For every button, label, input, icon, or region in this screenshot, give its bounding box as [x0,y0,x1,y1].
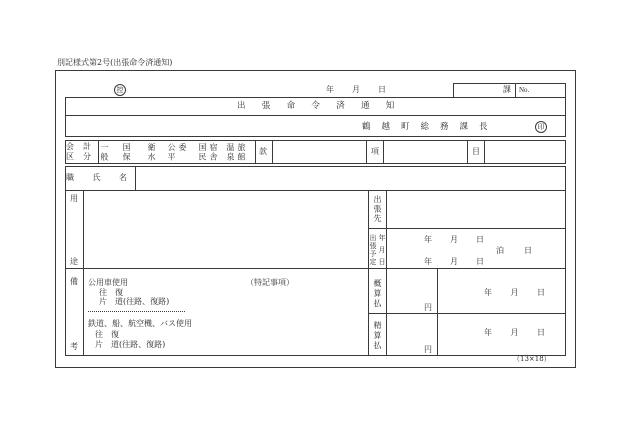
settlement-date: 年月日 [484,328,564,337]
nights-label: 泊 [496,246,504,255]
copy-stamp-mark: 控 [114,84,126,96]
moku-label: 目 [472,147,480,156]
official-car-label: 公用車使用 [88,278,128,287]
account-option: 国保 [122,143,131,162]
account-row [65,140,566,164]
section-number-divider [515,83,516,98]
form-size-note: （13×18） [513,355,551,363]
advance-payment-date: 年月日 [484,288,564,297]
settlement-yen: 円 [424,345,432,354]
header-date: 年月日 [326,85,404,94]
purpose-label-top: 用 [70,194,78,203]
destination-label: 出張先 [373,195,382,224]
account-option: 衛水 [147,143,156,162]
cell-divider [383,140,384,164]
cell-divider [467,140,468,164]
days-label: 日 [524,246,532,255]
row-divider [368,313,565,314]
kan-label: 款 [259,147,267,156]
form-caption: 別記様式第2号(出張命令済通知) [57,58,173,67]
cell-divider [484,140,485,164]
account-category-label: 会計区分 [66,142,100,161]
account-option: 公平委 [167,143,187,162]
special-notes-label: （特記事項） [246,278,294,287]
issuer-name: 鶴越町総務課長 [362,122,499,132]
cell-divider [368,190,369,355]
cell-divider [255,140,256,164]
page-title: 出張命令済通知 [237,101,411,111]
cell-divider [386,190,387,355]
public-transport-label: 鉄道、船、航空機、バス使用 [88,319,192,328]
schedule-date-label: 年月日 [378,234,386,270]
public-transport-round-trip: 往 復 [95,330,119,339]
cell-divider [366,140,367,164]
number-label: No. [519,86,530,94]
remarks-label-bottom: 考 [70,342,78,351]
row-divider [65,268,565,269]
public-transport-one-way: 片 道(往路、復路) [95,340,166,349]
schedule-date: 年月日 [424,257,502,266]
staff-name-label: 職氏名 [66,173,146,182]
schedule-label: 出張予定 [369,234,377,266]
cell-divider [272,140,273,164]
official-car-round-trip: 往 復 [99,288,123,297]
cell-divider [437,268,438,355]
advance-payment-label: 概算払 [373,279,382,309]
advance-payment-yen: 円 [424,303,432,312]
account-option: 国民宿舎 [198,143,218,162]
schedule-date: 年月日 [424,235,502,244]
section-label: 課 [503,85,511,94]
official-car-one-way: 片 道(往路、復路) [99,297,170,306]
row-divider [368,228,565,229]
kou-label: 項 [371,147,379,156]
account-option: 一般 [100,143,109,162]
account-option: 温泉旅館 [226,143,246,162]
purpose-label-bottom: 途 [70,257,78,266]
remarks-label-top: 備 [70,277,78,286]
settlement-label: 精算払 [373,321,382,351]
seal-mark: 印 [535,121,547,133]
cell-divider [83,190,84,355]
dotted-separator [88,311,185,312]
